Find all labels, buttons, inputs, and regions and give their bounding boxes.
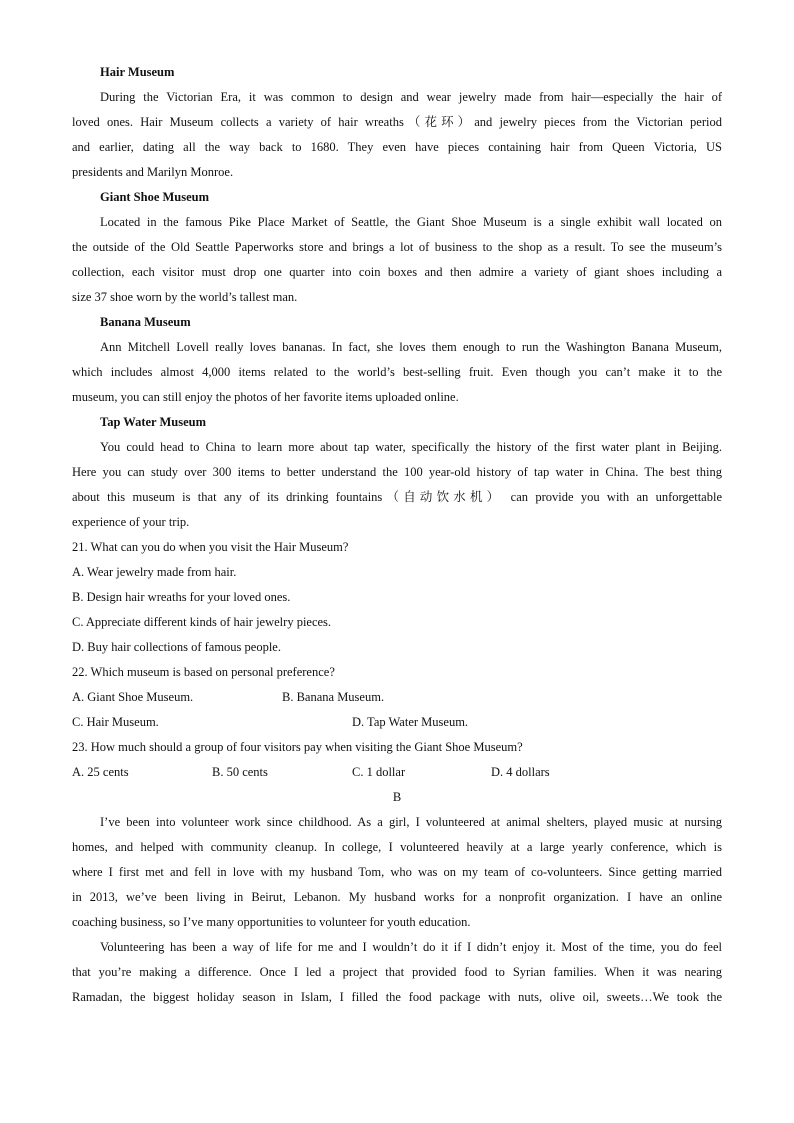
section-b-label: B: [392, 790, 402, 804]
question-line: B. Design hair wreaths for your loved ones.: [72, 590, 291, 604]
paragraph-line: homes, and helped with community cleanup. In college, I volunteered heavily at a large yearly conference, which is: [72, 840, 722, 854]
answer-option: B. Banana Museum.: [282, 690, 385, 704]
answer-option: C. 1 dollar: [352, 765, 406, 779]
question-line: D. Buy hair collections of famous people.: [72, 640, 281, 654]
answer-option: B. 50 cents: [212, 765, 268, 779]
paragraph-line: that you’re making a difference. Once I led a project that provided food to Syrian families. When it was nearing: [72, 965, 722, 979]
paragraph-first-line: During the Victorian Era, it was common to design and wear jewelry made from hair—especially the hair of: [100, 90, 722, 104]
answer-option: D. Tap Water Museum.: [352, 715, 469, 729]
paragraph-last-line: museum, you can still enjoy the photos of her favorite items uploaded online.: [72, 390, 459, 404]
question-line: 21. What can you do when you visit the Hair Museum?: [72, 540, 349, 554]
option-row: [72, 710, 722, 735]
answer-option: D. 4 dollars: [491, 765, 550, 779]
section-heading: Tap Water Museum: [100, 415, 207, 429]
paragraph-line: collection, each visitor must drop one quarter into coin boxes and then admire a variety of giant shoes including a: [72, 265, 722, 279]
paragraph-line: about this museum is that any of its drinking fountains（自动饮水机） can provide you with an unforgettable: [72, 490, 722, 504]
paragraph-line: in 2013, we’ve been living in Beirut, Lebanon. My husband works for a nonprofit organization. I have an online: [72, 890, 722, 904]
paragraph-last-line: coaching business, so I’ve many opportunities to volunteer for youth education.: [72, 915, 471, 929]
paragraph-last-line: size 37 shoe worn by the world’s tallest man.: [72, 290, 298, 304]
paragraph-line: where I first met and fell in love with my husband Tom, who was on my team of co-volunteers. Since getting married: [72, 865, 722, 879]
paragraph-line: and earlier, dating all the way back to 1680. They even have pieces containing hair from Queen Victoria, US: [72, 140, 722, 154]
answer-option: C. Hair Museum.: [72, 715, 159, 729]
paragraph-first-line: Located in the famous Pike Place Market of Seattle, the Giant Shoe Museum is a single exhibit wall located on: [100, 215, 722, 229]
paragraph-first-line: You could head to China to learn more about tap water, specifically the history of the first water plant in Beijing.: [100, 440, 722, 454]
question-line: 23. How much should a group of four visitors pay when visiting the Giant Shoe Museum?: [72, 740, 523, 754]
question-line: 22. Which museum is based on personal preference?: [72, 665, 335, 679]
passage-a: [72, 60, 722, 535]
paragraph-line: which includes almost 4,000 items related to the world’s best-selling fruit. Even though you can’t make it to the: [72, 365, 722, 379]
paragraph-line: Ramadan, the biggest holiday season in Islam, I filled the food package with nuts, olive oil, sweets…We took the: [72, 990, 722, 1004]
option-row: [72, 685, 722, 710]
paragraph-line: Here you can study over 300 items to better understand the 100 year-old history of tap water in China. The best thing: [72, 465, 722, 479]
section-heading: Hair Museum: [100, 65, 175, 79]
paragraph-last-line: presidents and Marilyn Monroe.: [72, 165, 234, 179]
paragraph-first-line: I’ve been into volunteer work since childhood. As a girl, I volunteered at animal shelters, played music at nursing: [100, 815, 722, 829]
section-heading: Giant Shoe Museum: [100, 190, 210, 204]
paragraph-line: loved ones. Hair Museum collects a variety of hair wreaths（花环）and jewelry pieces from the Victorian period: [72, 115, 722, 129]
paragraph-first-line: Volunteering has been a way of life for me and I wouldn’t do it if I didn’t enjoy it. Most of the time, you do feel: [100, 940, 722, 954]
answer-option: A. 25 cents: [72, 765, 129, 779]
section-heading: Banana Museum: [100, 315, 191, 329]
paragraph-first-line: Ann Mitchell Lovell really loves bananas. In fact, she loves them enough to run the Washington Banana Museum,: [100, 340, 722, 354]
paragraph-line: the outside of the Old Seattle Paperworks store and brings a lot of business to the shop as a result. To see the museum’s: [72, 240, 722, 254]
question-line: A. Wear jewelry made from hair.: [72, 565, 237, 579]
option-row: [72, 760, 722, 785]
document-page: [72, 60, 722, 1010]
paragraph-last-line: experience of your trip.: [72, 515, 190, 529]
passage-b: [72, 810, 722, 1010]
questions-section: [72, 535, 722, 785]
question-line: C. Appreciate different kinds of hair jewelry pieces.: [72, 615, 332, 629]
answer-option: A. Giant Shoe Museum.: [72, 690, 194, 704]
